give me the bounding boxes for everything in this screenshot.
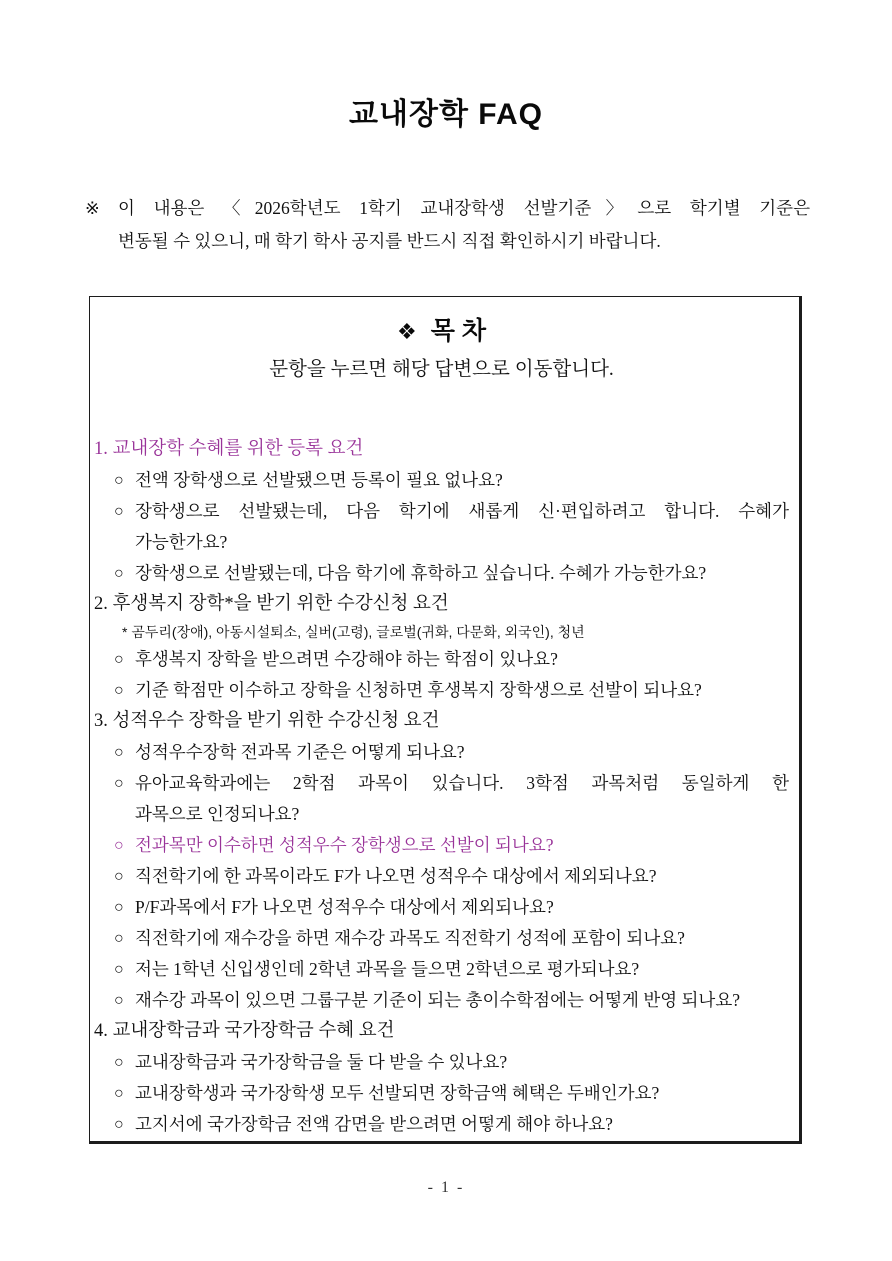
question-line: 직전학기에 재수강을 하면 재수강 과목도 직전학기 성적에 포함이 되나요? [135,928,685,948]
circle-bullet-icon: ○ [114,1085,124,1102]
toc-box [89,296,802,1144]
toc-heading [94,317,789,346]
circle-bullet-icon: ○ [114,930,124,947]
circle-bullet-icon: ○ [114,682,124,699]
page-number: - 1 - [427,1179,465,1196]
question-line: 교내장학생과 국가장학생 모두 선발되면 장학금액 혜택은 두배인가요? [135,1083,660,1103]
toc-question[interactable] [94,1047,789,1078]
toc-heading-label: 목 차 [430,317,486,345]
question-line: 직전학기에 한 과목이라도 F가 나오면 성적우수 대상에서 제외되나요? [135,866,657,886]
question-line: 교내장학금과 국가장학금을 둘 다 받을 수 있나요? [135,1052,508,1072]
toc-question[interactable] [94,830,789,861]
question-line: 유아교육학과에는 2학점 과목이 있습니다. 3학점 과목처럼 동일하게 한 [135,773,789,793]
toc-question[interactable] [94,1109,789,1140]
note [85,192,810,258]
section-title[interactable]: 2. 후생복지 장학*을 받기 위한 수강신청 요건 [94,594,449,614]
toc-question[interactable] [94,923,789,954]
question-line: 저는 1학년 신입생인데 2학년 과목을 들으면 2학년으로 평가되나요? [135,959,640,979]
page-title: 교내장학 FAQ [349,98,543,131]
question-line: 과목으로 인정되나요? [135,804,300,824]
toc-question[interactable] [94,1078,789,1109]
diamond-icon: ❖ [397,319,417,344]
circle-bullet-icon: ○ [114,837,124,854]
section-footnote: * 곰두리(장애), 아동시설퇴소, 실버(고령), 글로벌(귀화, 다문화, 외국인), 청년 [122,624,585,640]
toc-question[interactable] [94,954,789,985]
circle-bullet-icon: ○ [114,899,124,916]
toc-sections [94,434,789,1140]
toc-section [94,1016,789,1140]
circle-bullet-icon: ○ [114,651,124,668]
circle-bullet-icon: ○ [114,503,124,520]
toc-question[interactable] [94,558,789,589]
question-line: 기준 학점만 이수하고 장학을 신청하면 후생복지 장학생으로 선발이 되나요? [135,680,702,700]
circle-bullet-icon: ○ [114,1116,124,1133]
question-line: 장학생으로 선발됐는데, 다음 학기에 새롭게 신·편입하려고 합니다. 수혜가 [135,501,789,521]
toc-section [94,706,789,1016]
toc-question[interactable] [94,985,789,1016]
toc-question[interactable] [94,496,789,558]
note-text [118,192,810,258]
question-line: 전액 장학생으로 선발됐으면 등록이 필요 없나요? [135,470,503,490]
reference-mark: ※ [85,198,100,218]
circle-bullet-icon: ○ [114,961,124,978]
circle-bullet-icon: ○ [114,472,124,489]
question-line: 재수강 과목이 있으면 그룹구분 기준이 되는 총이수학점에는 어떻게 반영 되나요? [135,990,741,1010]
toc-question[interactable] [94,768,789,830]
toc-subtitle: 문항을 누르면 해당 답변으로 이동합니다. [269,359,614,380]
question-line: 고지서에 국가장학금 전액 감면을 받으려면 어떻게 해야 하나요? [135,1114,613,1134]
note-line: 변동될 수 있으니, 매 학기 학사 공지를 반드시 직접 확인하시기 바랍니다. [118,231,661,251]
section-title[interactable]: 1. 교내장학 수혜를 위한 등록 요건 [94,439,364,459]
question-line: 장학생으로 선발됐는데, 다음 학기에 휴학하고 싶습니다. 수혜가 가능한가요? [135,563,707,583]
question-line: P/F과목에서 F가 나오면 성적우수 대상에서 제외되나요? [135,897,554,917]
toc-question[interactable] [94,465,789,496]
toc-question[interactable] [94,644,789,675]
circle-bullet-icon: ○ [114,1054,124,1071]
circle-bullet-icon: ○ [114,992,124,1009]
question-line: 가능한가요? [135,532,228,552]
toc-question[interactable] [94,861,789,892]
toc-question[interactable] [94,892,789,923]
circle-bullet-icon: ○ [114,775,124,792]
question-line: 후생복지 장학을 받으려면 수강해야 하는 학점이 있나요? [135,649,558,669]
circle-bullet-icon: ○ [114,565,124,582]
toc-question[interactable] [94,737,789,768]
question-line: 전과목만 이수하면 성적우수 장학생으로 선발이 되나요? [135,835,554,855]
question-line: 성적우수장학 전과목 기준은 어떻게 되나요? [135,742,465,762]
note-line: 이 내용은 〈2026학년도 1학기 교내장학생 선발기준〉으로 학기별 기준은 [118,198,810,218]
toc-section [94,589,789,706]
circle-bullet-icon: ○ [114,744,124,761]
toc-question[interactable] [94,675,789,706]
section-title[interactable]: 4. 교내장학금과 국가장학금 수혜 요건 [94,1021,395,1041]
toc-section [94,434,789,589]
circle-bullet-icon: ○ [114,868,124,885]
section-title[interactable]: 3. 성적우수 장학을 받기 위한 수강신청 요건 [94,711,440,731]
